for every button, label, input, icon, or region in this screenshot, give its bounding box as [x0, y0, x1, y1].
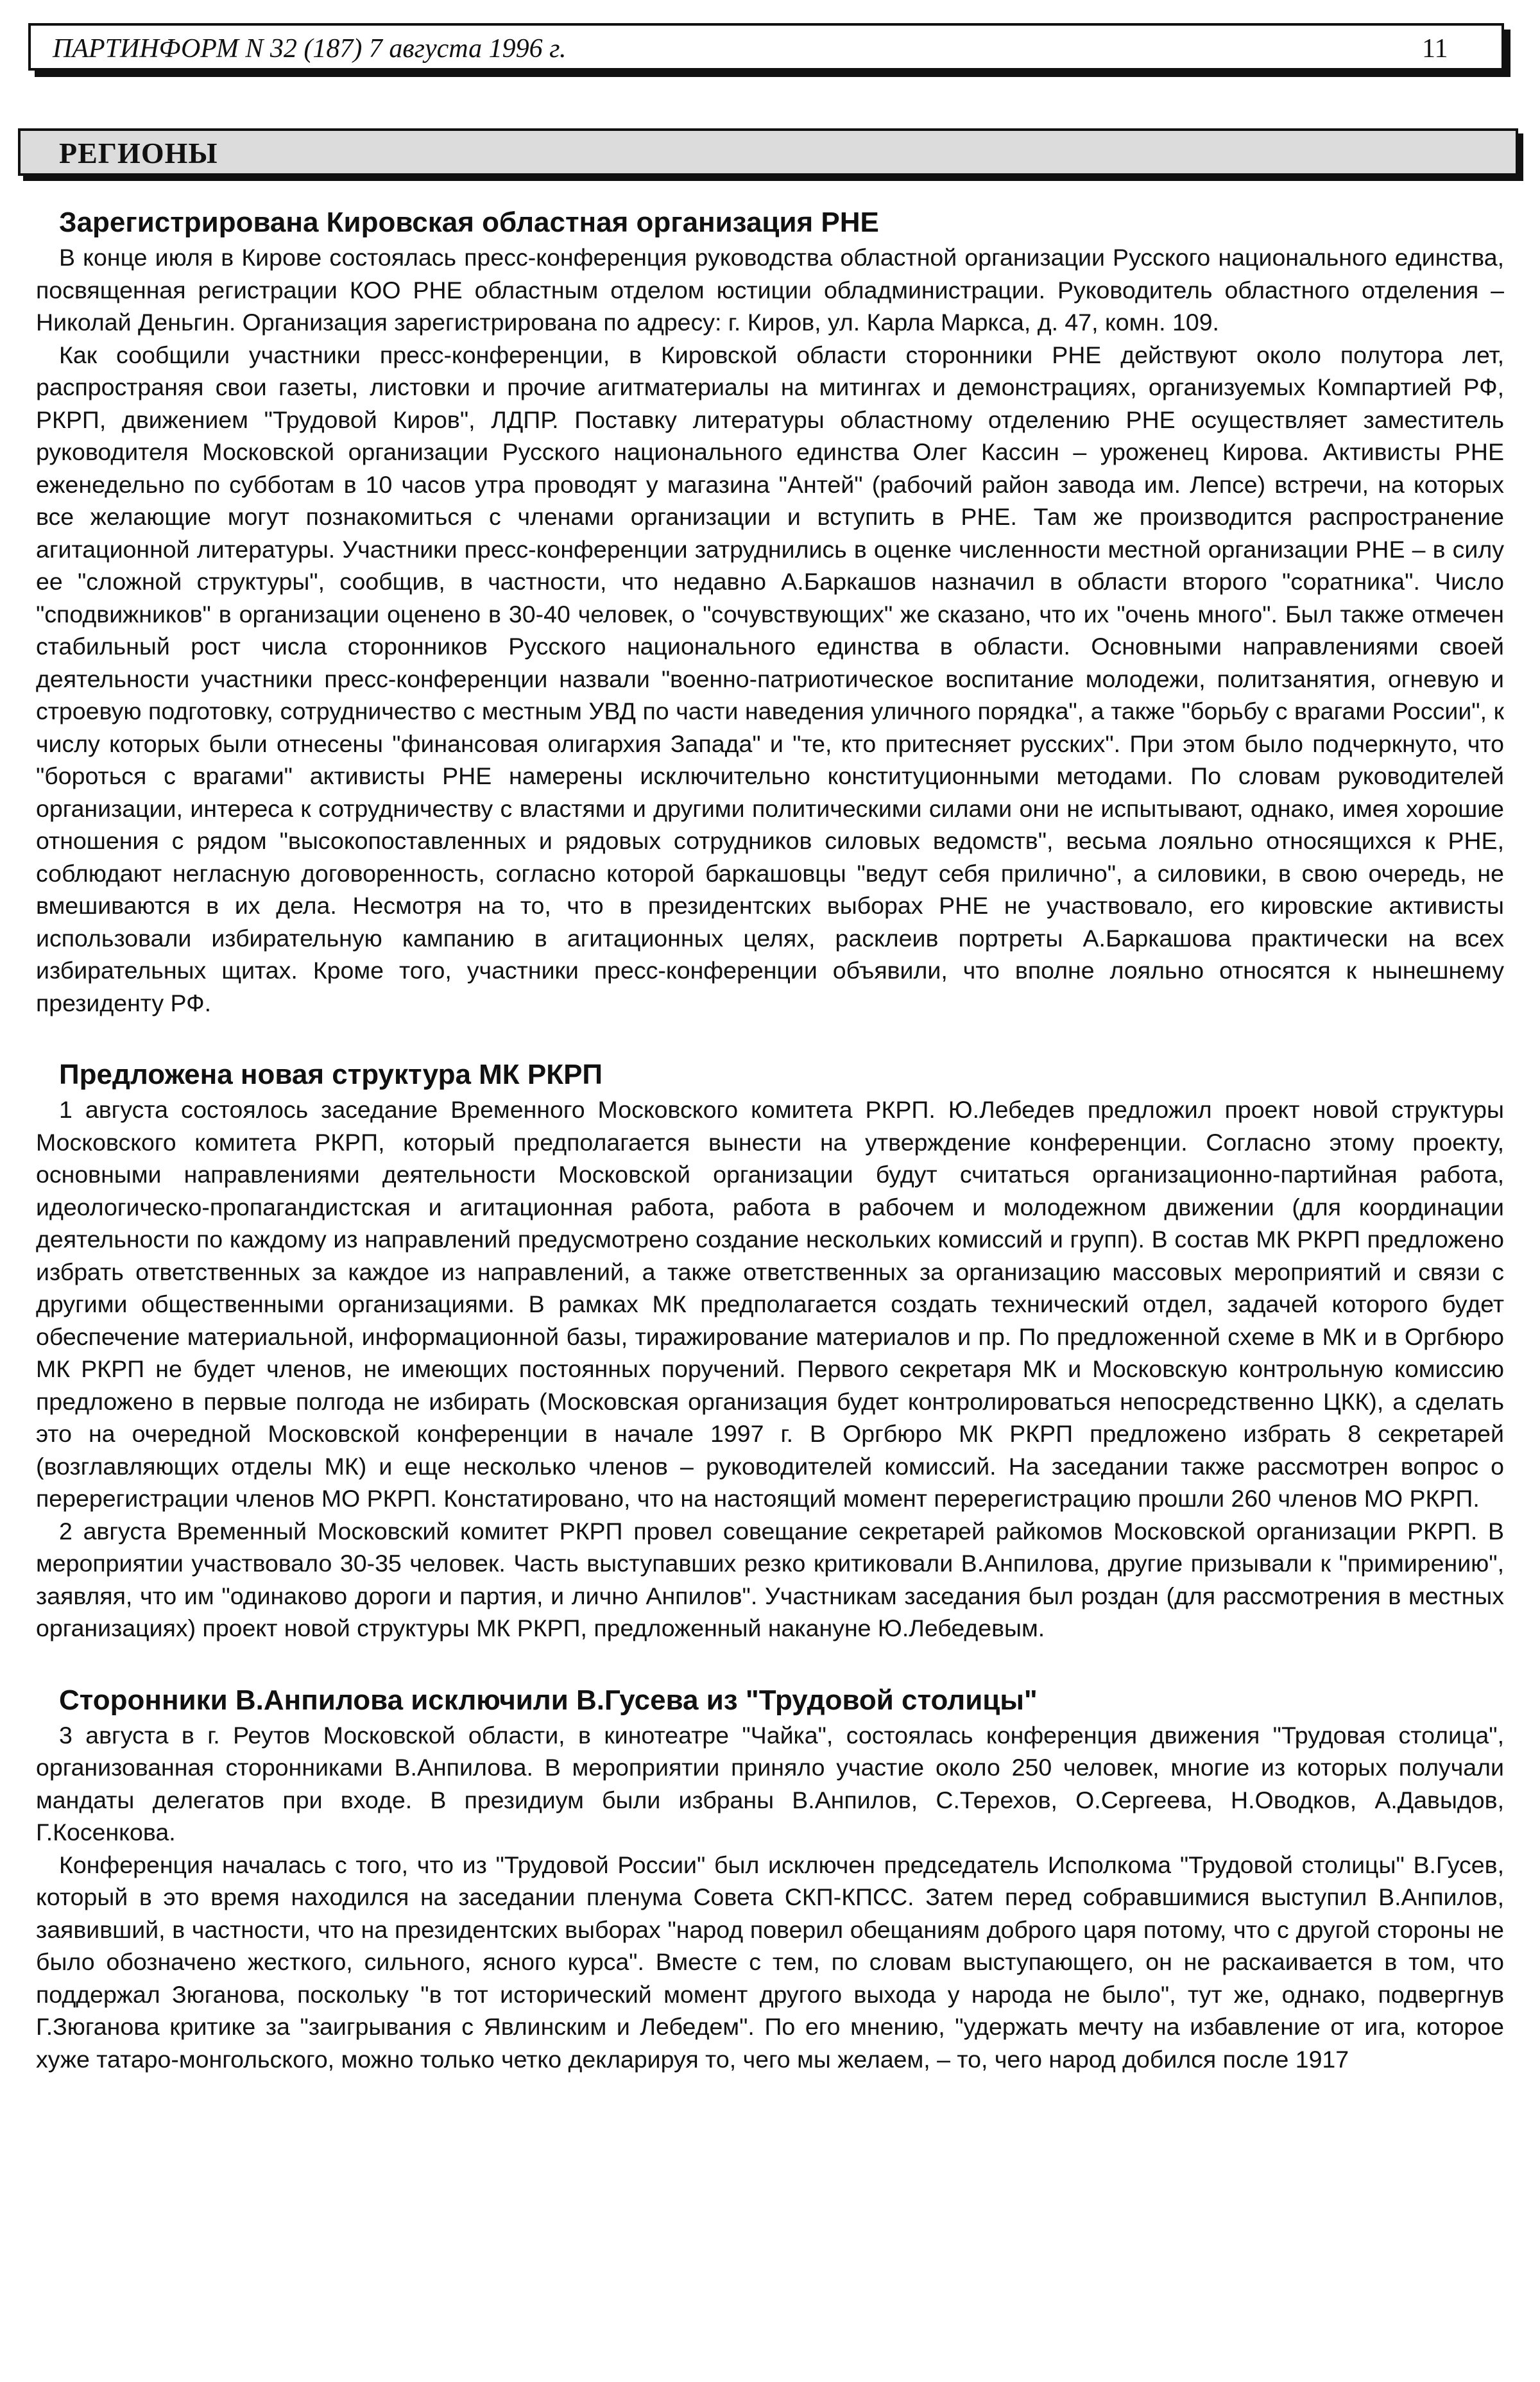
article-title: Предложена новая структура МК РКРП	[59, 1059, 603, 1090]
article-paragraph: Как сообщили участники пресс-конференции, в Кировской области сторонники РНЕ действуют около полутора лет, распространяя свои газеты, листовки и прочие агитматериалы на митингах и демонстрациях, организуемых Компартией РФ, РКРП, движением "Трудовой Киров", ЛДПР. Поставку литературы областному отделению РНЕ осуществляет заместитель руководителя Московской организации Русского национального единства Олег Кассин – уроженец Кирова. Активисты РНЕ еженедельно по субботам в 10 часов утра проводят у магазина "Антей" (рабочий район завода им. Лепсе) встречи, на которых все желающие могут познакомиться с членами организации и вступить в РНЕ. Там же производится распространение агитационной литературы. Участники пресс-конференции затруднились в оценке численности местной организации РНЕ – в силу ее "сложной структуры", сообщив, в частности, что недавно А.Баркашов назначил в области второго "соратника". Число "сподвижников" в организации оценено в 30-40 человек, о "сочувствующих" же сказано, что их "очень много". Был также отмечен стабильный рост числа сторонников Русского национального единства в области. Основными направлениями своей деятельности участники пресс-конференции назвали "военно-патриотическое воспитание молодежи, политзанятия, огневую и строевую подготовку, сотрудничество с местным УВД по части наведения уличного порядка", а также "борьбу с врагами России", к числу которых были отнесены "финансовая олигархия Запада" и "те, кто притесняет русских". При этом было подчеркнуто, что "бороться с врагами" активисты РНЕ намерены исключительно конституционными методами. По словам руководителей организации, интереса к сотрудничеству с властями и другими политическими силами они не испытывают, однако, имея хорошие отношения с рядом "высокопоставленных и рядовых сотрудников силовых ведомств", весьма лояльно относящихся к РНЕ, соблюдают негласную договоренность, согласно которой баркашовцы "ведут себя прилично", а силовики, в свою очередь, не вмешиваются в их дела. Несмотря на то, что в президентских выборах РНЕ не участвовало, его кировские активисты использовали избирательную кампанию в агитационных целях, расклеив портреты А.Баркашова практически на всех избирательных щитах. Кроме того, участники пресс-конференции объявили, что вполне лояльно относятся к нынешнему президенту РФ.	[36, 341, 1504, 1016]
article-title: Сторонники В.Анпилова исключили В.Гусева из "Трудовой столицы"	[59, 1684, 1038, 1716]
section-title: РЕГИОНЫ	[59, 137, 218, 169]
page-header	[28, 23, 1504, 71]
article-paragraph: 2 августа Временный Московский комитет РКРП провел совещание секретарей райкомов Московской организации РКРП. В мероприятии участвовало 30-35 человек. Часть выступавших резко критиковали В.Анпилова, другие призывали к "примирению", заявляя, что им "одинаково дороги и партия, и лично Анпилов". Участникам заседания был роздан (для рассмотрения в местных организациях) проект новой структуры МК РКРП, предложенный накануне Ю.Лебедевым.	[36, 1517, 1504, 1641]
article-paragraph: В конце июля в Кирове состоялась пресс-конференция руководства областной организации Русского национального единства, посвященная регистрации КОО РНЕ областным отделом юстиции обладминистрации. Руководитель областного отделения – Николай Деньгин. Организация зарегистрирована по адресу: г. Киров, ул. Карла Маркса, д. 47, комн. 109.	[36, 244, 1504, 336]
article-paragraph: 3 августа в г. Реутов Московской области, в кинотеатре "Чайка", состоялась конференция движения "Трудовая столица", организованная сторонниками В.Анпилова. В мероприятии приняло участие около 250 человек, многие из которых получали мандаты делегатов при входе. В президиум были избраны В.Анпилов, С.Терехов, О.Сергеева, Н.Оводков, А.Давыдов, Г.Косенкова.	[36, 1721, 1504, 1846]
article-paragraph: 1 августа состоялось заседание Временного Московского комитета РКРП. Ю.Лебедев предложил проект новой структуры Московского комитета РКРП, который предполагается вынести на утверждение конференции. Согласно этому проекту, основными направлениями деятельности Московской организации будут считаться организационно-партийная работа, идеологическо-пропагандистская и агитационная работа, работа в рабочем и молодежном движении (для координации деятельности по каждому из направлений предусмотрено создание нескольких комиссий и групп). В состав МК РКРП предложено избрать ответственных за каждое из направлений, а также ответственных за организацию массовых мероприятий и связи с другими общественными организациями. В рамках МК предполагается создать технический отдел, задачей которого будет обеспечение материальной, информационной базы, тиражирование материалов и пр. По предложенной схеме в МК и в Оргбюро МК РКРП не будет членов, не имеющих постоянных поручений. Первого секретаря МК и Московскую контрольную комиссию предложено в первые полгода не избирать (Московская организация будет контролироваться непосредственно ЦКК), а сделать это на очередной Московской конференции в начале 1997 г. В Оргбюро МК РКРП предложено избрать 8 секретарей (возглавляющих отделы МК) и еще несколько членов – руководителей комиссий. На заседании также рассмотрен вопрос о перерегистрации членов МО РКРП. Констатировано, что на настоящий момент перерегистрацию прошли 260 членов МО РКРП.	[36, 1096, 1504, 1512]
section-bar	[18, 128, 1518, 176]
page-number: 11	[1422, 34, 1448, 64]
publication-title: ПАРТИНФОРМ N 32 (187) 7 августа 1996 г.	[53, 34, 567, 64]
article-mk-rkrp	[36, 1056, 1504, 1645]
article-kirov-rne	[36, 204, 1504, 1019]
article-paragraph: Конференция началась с того, что из "Трудовой России" был исключен председатель Исполкома "Трудовой столицы" В.Гусев, который в это время находился на заседании пленума Совета СКП-КПСС. Затем перед собравшимися выступил В.Анпилов, заявивший, в частности, что на президентских выборах "народ поверил обещаниям доброго царя потому, что с другой стороны не было обозначено жесткого, сильного, ясного курса". Вместе с тем, по словам выступающего, он не раскаивается в том, что поддержал Зюганова, поскольку "в тот исторический момент другого выхода у народа не было", тут же, однако, подвергнув Г.Зюганова критике за "заигрывания с Явлинским и Лебедем". По его мнению, "удержать мечту на избавление от ига, которое хуже татаро-монгольского, можно только четко декларируя то, чего мы желаем, – то, чего народ добился после 1917	[36, 1851, 1504, 2073]
article-column	[36, 204, 1504, 2112]
article-anpilov-gusev	[36, 1682, 1504, 2076]
article-title: Зарегистрирована Кировская областная организация РНЕ	[59, 207, 879, 238]
